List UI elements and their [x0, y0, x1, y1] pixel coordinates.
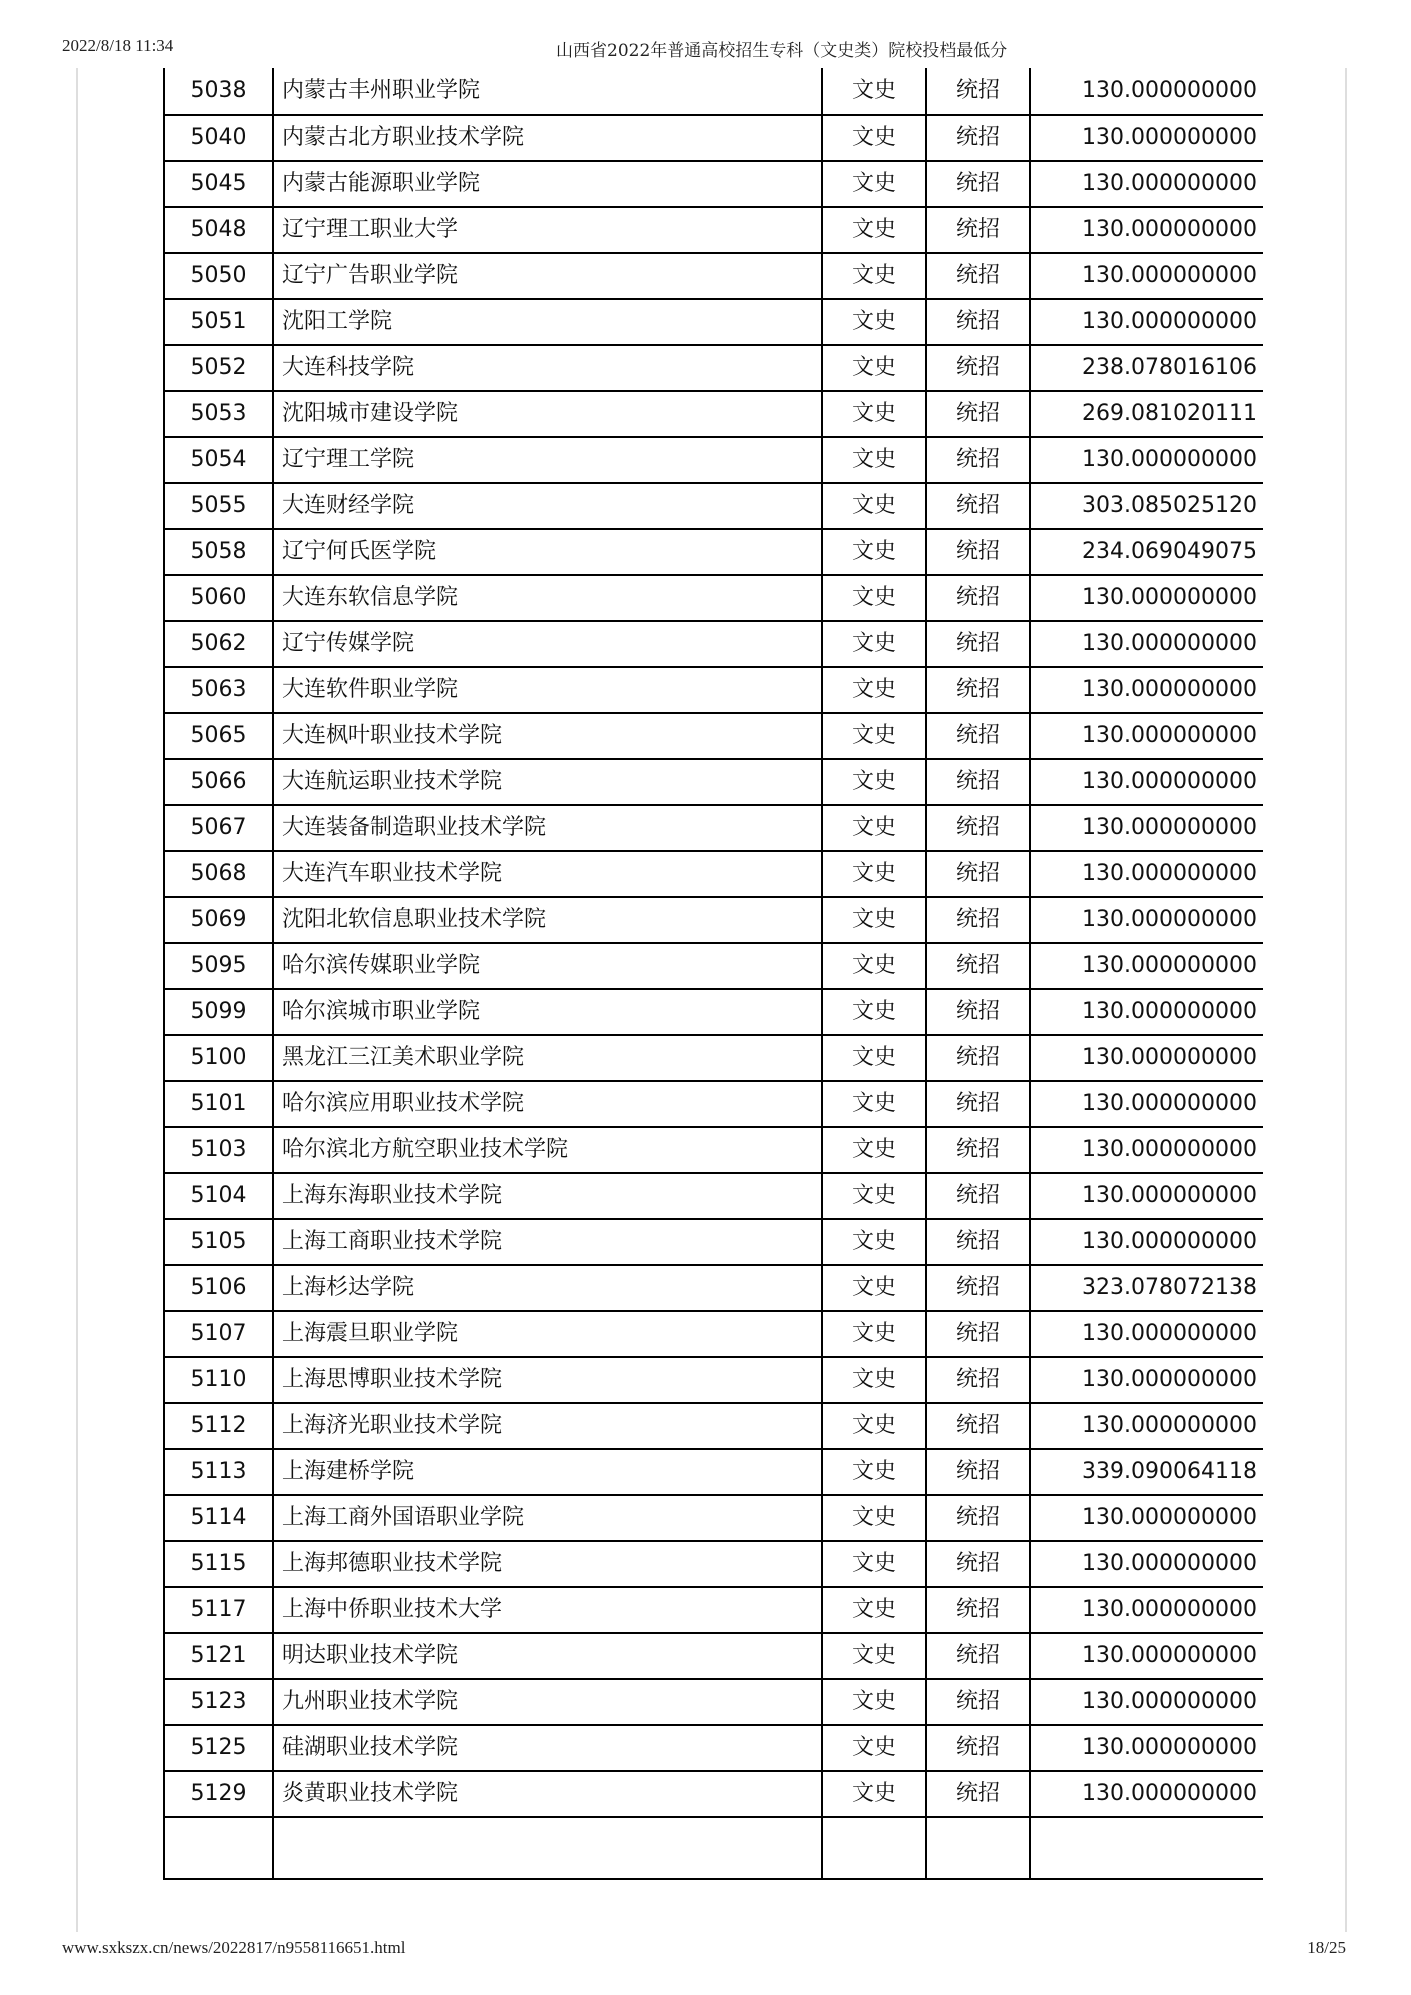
- cell-code: 5113: [164, 1449, 273, 1495]
- cell-code: 5066: [164, 759, 273, 805]
- scores-table-body: [164, 68, 1263, 1879]
- cell-subject: 文史: [822, 1127, 926, 1173]
- cell-min-score: 130.000000000: [1030, 1311, 1263, 1357]
- cell-min-score: 234.069049075: [1030, 529, 1263, 575]
- cell-school-name: 上海建桥学院: [273, 1449, 822, 1495]
- cell-subject: 文史: [822, 1173, 926, 1219]
- cell-min-score: 130.000000000: [1030, 805, 1263, 851]
- cell-min-score: 323.078072138: [1030, 1265, 1263, 1311]
- cell-school-name: 上海震旦职业学院: [273, 1311, 822, 1357]
- cell-school-name: 大连汽车职业技术学院: [273, 851, 822, 897]
- cell-code: 5068: [164, 851, 273, 897]
- cell-admission-type: 统招: [926, 1449, 1030, 1495]
- cell-code: 5048: [164, 207, 273, 253]
- cell-min-score: 130.000000000: [1030, 759, 1263, 805]
- cell-code: 5062: [164, 621, 273, 667]
- table-row: [164, 391, 1263, 437]
- cell-school-name: 上海济光职业技术学院: [273, 1403, 822, 1449]
- table-row: [164, 345, 1263, 391]
- cell-subject: 文史: [822, 1265, 926, 1311]
- cell-admission-type: 统招: [926, 621, 1030, 667]
- cell-subject: 文史: [822, 253, 926, 299]
- cell-code: 5055: [164, 483, 273, 529]
- cell-min-score: 130.000000000: [1030, 207, 1263, 253]
- cell-school-name: 上海工商外国语职业学院: [273, 1495, 822, 1541]
- cell-subject: 文史: [822, 345, 926, 391]
- table-row: [164, 483, 1263, 529]
- cell-school-name: 内蒙古能源职业学院: [273, 161, 822, 207]
- cell-min-score: 130.000000000: [1030, 1081, 1263, 1127]
- cell-school-name: 大连科技学院: [273, 345, 822, 391]
- cell-admission-type: 统招: [926, 1219, 1030, 1265]
- cell-admission-type: 统招: [926, 1357, 1030, 1403]
- cell-code: 5110: [164, 1357, 273, 1403]
- table-row: [164, 1311, 1263, 1357]
- cell-admission-type: 统招: [926, 1771, 1030, 1817]
- cell-subject: 文史: [822, 713, 926, 759]
- cell-admission-type: 统招: [926, 1633, 1030, 1679]
- cell-admission-type: 统招: [926, 483, 1030, 529]
- table-row: [164, 621, 1263, 667]
- cell-min-score: 130.000000000: [1030, 1357, 1263, 1403]
- table-row: [164, 1357, 1263, 1403]
- cell-school-name: 大连装备制造职业技术学院: [273, 805, 822, 851]
- cell-code-empty: [164, 1817, 273, 1879]
- table-row: [164, 207, 1263, 253]
- cell-admission-type: 统招: [926, 805, 1030, 851]
- cell-min-score: 130.000000000: [1030, 1035, 1263, 1081]
- cell-subject: 文史: [822, 575, 926, 621]
- cell-min-score: 130.000000000: [1030, 1633, 1263, 1679]
- cell-admission-type: 统招: [926, 68, 1030, 115]
- cell-school-name: 上海工商职业技术学院: [273, 1219, 822, 1265]
- cell-subject: 文史: [822, 1403, 926, 1449]
- cell-code: 5112: [164, 1403, 273, 1449]
- cell-school-name: 九州职业技术学院: [273, 1679, 822, 1725]
- cell-min-score: 130.000000000: [1030, 943, 1263, 989]
- cell-subject: 文史: [822, 529, 926, 575]
- cell-admission-type: 统招: [926, 161, 1030, 207]
- table-row: [164, 437, 1263, 483]
- cell-code: 5065: [164, 713, 273, 759]
- cell-school-name: 上海邦德职业技术学院: [273, 1541, 822, 1587]
- cell-subject: 文史: [822, 897, 926, 943]
- table-row: [164, 1219, 1263, 1265]
- cell-school-name: 黑龙江三江美术职业学院: [273, 1035, 822, 1081]
- cell-min-score: 130.000000000: [1030, 253, 1263, 299]
- cell-school-name: 上海思博职业技术学院: [273, 1357, 822, 1403]
- cell-admission-type: 统招: [926, 897, 1030, 943]
- cell-subject: 文史: [822, 1449, 926, 1495]
- table-row: [164, 1587, 1263, 1633]
- cell-admission-type: 统招: [926, 345, 1030, 391]
- cell-school-name: 上海中侨职业技术大学: [273, 1587, 822, 1633]
- cell-min-score: 130.000000000: [1030, 115, 1263, 161]
- cell-code: 5129: [164, 1771, 273, 1817]
- cell-subject: 文史: [822, 1081, 926, 1127]
- cell-school-name: 上海东海职业技术学院: [273, 1173, 822, 1219]
- cell-subject: 文史: [822, 621, 926, 667]
- cell-admission-type: 统招: [926, 1725, 1030, 1771]
- cell-code: 5104: [164, 1173, 273, 1219]
- cell-code: 5067: [164, 805, 273, 851]
- table-row: [164, 299, 1263, 345]
- cell-code: 5106: [164, 1265, 273, 1311]
- table-row-empty: [164, 1817, 1263, 1879]
- cell-subject: 文史: [822, 1541, 926, 1587]
- table-row: [164, 1679, 1263, 1725]
- cell-admission-type: 统招: [926, 667, 1030, 713]
- cell-min-score: 130.000000000: [1030, 1587, 1263, 1633]
- cell-subject: 文史: [822, 851, 926, 897]
- cell-subject: 文史: [822, 1679, 926, 1725]
- cell-school-name: 哈尔滨北方航空职业技术学院: [273, 1127, 822, 1173]
- cell-subject: 文史: [822, 68, 926, 115]
- cell-admission-type: 统招: [926, 299, 1030, 345]
- cell-admission-type: 统招: [926, 1035, 1030, 1081]
- cell-subject: 文史: [822, 1633, 926, 1679]
- cell-school-name-empty: [273, 1817, 822, 1879]
- cell-code: 5125: [164, 1725, 273, 1771]
- table-row: [164, 805, 1263, 851]
- cell-admission-type: 统招: [926, 713, 1030, 759]
- cell-subject: 文史: [822, 1311, 926, 1357]
- cell-code: 5117: [164, 1587, 273, 1633]
- cell-subject: 文史: [822, 299, 926, 345]
- table-row: [164, 1541, 1263, 1587]
- table-row: [164, 1403, 1263, 1449]
- cell-admission-type: 统招: [926, 1173, 1030, 1219]
- cell-admission-type: 统招: [926, 943, 1030, 989]
- print-header-datetime: 2022/8/18 11:34: [62, 36, 174, 55]
- scores-table: [163, 68, 1263, 1880]
- cell-subject: 文史: [822, 805, 926, 851]
- cell-subject: 文史: [822, 1771, 926, 1817]
- cell-min-score: 130.000000000: [1030, 1679, 1263, 1725]
- table-row: [164, 529, 1263, 575]
- table-row: [164, 1127, 1263, 1173]
- cell-subject: 文史: [822, 759, 926, 805]
- cell-code: 5060: [164, 575, 273, 621]
- cell-subject: 文史: [822, 1035, 926, 1081]
- table-row: [164, 897, 1263, 943]
- cell-code: 5103: [164, 1127, 273, 1173]
- cell-code: 5100: [164, 1035, 273, 1081]
- cell-school-name: 哈尔滨传媒职业学院: [273, 943, 822, 989]
- cell-min-score: 303.085025120: [1030, 483, 1263, 529]
- cell-admission-type-empty: [926, 1817, 1030, 1879]
- cell-school-name: 沈阳城市建设学院: [273, 391, 822, 437]
- cell-subject: 文史: [822, 943, 926, 989]
- cell-subject: 文史: [822, 667, 926, 713]
- cell-min-score: 130.000000000: [1030, 1771, 1263, 1817]
- table-row: [164, 943, 1263, 989]
- cell-min-score: 130.000000000: [1030, 897, 1263, 943]
- cell-min-score: 130.000000000: [1030, 1127, 1263, 1173]
- cell-admission-type: 统招: [926, 1265, 1030, 1311]
- table-row: [164, 1035, 1263, 1081]
- cell-min-score: 130.000000000: [1030, 713, 1263, 759]
- cell-min-score: 130.000000000: [1030, 575, 1263, 621]
- table-row: [164, 851, 1263, 897]
- cell-code: 5114: [164, 1495, 273, 1541]
- cell-admission-type: 统招: [926, 529, 1030, 575]
- cell-code: 5105: [164, 1219, 273, 1265]
- cell-min-score: 269.081020111: [1030, 391, 1263, 437]
- table-row: [164, 713, 1263, 759]
- cell-subject: 文史: [822, 115, 926, 161]
- table-row: [164, 1725, 1263, 1771]
- table-row: [164, 1173, 1263, 1219]
- cell-min-score: 130.000000000: [1030, 1495, 1263, 1541]
- table-row: [164, 667, 1263, 713]
- cell-min-score: 238.078016106: [1030, 345, 1263, 391]
- cell-code: 5038: [164, 68, 273, 115]
- cell-admission-type: 统招: [926, 1311, 1030, 1357]
- cell-admission-type: 统招: [926, 253, 1030, 299]
- cell-admission-type: 统招: [926, 759, 1030, 805]
- table-row: [164, 1265, 1263, 1311]
- cell-admission-type: 统招: [926, 391, 1030, 437]
- cell-admission-type: 统招: [926, 1587, 1030, 1633]
- cell-min-score: 130.000000000: [1030, 161, 1263, 207]
- cell-school-name: 明达职业技术学院: [273, 1633, 822, 1679]
- page-frame-right-edge: [1345, 68, 1347, 1932]
- cell-school-name: 沈阳工学院: [273, 299, 822, 345]
- table-row: [164, 1495, 1263, 1541]
- cell-subject: 文史: [822, 207, 926, 253]
- cell-subject: 文史: [822, 391, 926, 437]
- cell-code: 5050: [164, 253, 273, 299]
- cell-school-name: 内蒙古北方职业技术学院: [273, 115, 822, 161]
- cell-school-name: 辽宁传媒学院: [273, 621, 822, 667]
- table-row: [164, 115, 1263, 161]
- cell-subject: 文史: [822, 989, 926, 1035]
- cell-school-name: 辽宁何氏医学院: [273, 529, 822, 575]
- cell-min-score: 130.000000000: [1030, 621, 1263, 667]
- table-row: [164, 759, 1263, 805]
- cell-school-name: 大连财经学院: [273, 483, 822, 529]
- cell-min-score: 130.000000000: [1030, 1725, 1263, 1771]
- cell-min-score: 130.000000000: [1030, 1541, 1263, 1587]
- cell-code: 5095: [164, 943, 273, 989]
- cell-admission-type: 统招: [926, 437, 1030, 483]
- cell-subject: 文史: [822, 161, 926, 207]
- cell-school-name: 大连东软信息学院: [273, 575, 822, 621]
- scores-table-container: [163, 68, 1263, 1932]
- page-frame-left-edge: [76, 68, 78, 1932]
- cell-school-name: 沈阳北软信息职业技术学院: [273, 897, 822, 943]
- cell-code: 5051: [164, 299, 273, 345]
- cell-admission-type: 统招: [926, 115, 1030, 161]
- cell-school-name: 哈尔滨应用职业技术学院: [273, 1081, 822, 1127]
- cell-code: 5058: [164, 529, 273, 575]
- cell-subject: 文史: [822, 437, 926, 483]
- cell-school-name: 炎黄职业技术学院: [273, 1771, 822, 1817]
- cell-min-score: 130.000000000: [1030, 1403, 1263, 1449]
- cell-admission-type: 统招: [926, 575, 1030, 621]
- cell-admission-type: 统招: [926, 1495, 1030, 1541]
- cell-code: 5069: [164, 897, 273, 943]
- cell-subject-empty: [822, 1817, 926, 1879]
- cell-min-score-empty: [1030, 1817, 1263, 1879]
- cell-code: 5045: [164, 161, 273, 207]
- cell-admission-type: 统招: [926, 1081, 1030, 1127]
- cell-school-name: 硅湖职业技术学院: [273, 1725, 822, 1771]
- table-row: [164, 1081, 1263, 1127]
- table-row: [164, 575, 1263, 621]
- cell-admission-type: 统招: [926, 989, 1030, 1035]
- cell-min-score: 130.000000000: [1030, 437, 1263, 483]
- cell-code: 5099: [164, 989, 273, 1035]
- cell-school-name: 大连软件职业学院: [273, 667, 822, 713]
- cell-subject: 文史: [822, 1587, 926, 1633]
- cell-code: 5121: [164, 1633, 273, 1679]
- cell-code: 5107: [164, 1311, 273, 1357]
- cell-min-score: 130.000000000: [1030, 851, 1263, 897]
- cell-admission-type: 统招: [926, 207, 1030, 253]
- cell-code: 5115: [164, 1541, 273, 1587]
- cell-subject: 文史: [822, 1495, 926, 1541]
- cell-code: 5101: [164, 1081, 273, 1127]
- table-row: [164, 1771, 1263, 1817]
- cell-subject: 文史: [822, 1725, 926, 1771]
- cell-school-name: 辽宁理工职业大学: [273, 207, 822, 253]
- cell-school-name: 上海杉达学院: [273, 1265, 822, 1311]
- cell-code: 5063: [164, 667, 273, 713]
- cell-min-score: 130.000000000: [1030, 989, 1263, 1035]
- cell-code: 5053: [164, 391, 273, 437]
- cell-min-score: 130.000000000: [1030, 68, 1263, 115]
- cell-min-score: 130.000000000: [1030, 299, 1263, 345]
- cell-admission-type: 统招: [926, 1679, 1030, 1725]
- cell-school-name: 大连枫叶职业技术学院: [273, 713, 822, 759]
- cell-school-name: 大连航运职业技术学院: [273, 759, 822, 805]
- cell-code: 5052: [164, 345, 273, 391]
- cell-code: 5054: [164, 437, 273, 483]
- cell-code: 5123: [164, 1679, 273, 1725]
- cell-min-score: 130.000000000: [1030, 1173, 1263, 1219]
- cell-admission-type: 统招: [926, 1403, 1030, 1449]
- cell-min-score: 130.000000000: [1030, 1219, 1263, 1265]
- table-row: [164, 1633, 1263, 1679]
- table-row: [164, 1449, 1263, 1495]
- cell-subject: 文史: [822, 1357, 926, 1403]
- table-row: [164, 253, 1263, 299]
- cell-school-name: 辽宁理工学院: [273, 437, 822, 483]
- cell-admission-type: 统招: [926, 1127, 1030, 1173]
- cell-min-score: 339.090064118: [1030, 1449, 1263, 1495]
- cell-code: 5040: [164, 115, 273, 161]
- print-footer-url: www.sxkszx.cn/news/2022817/n9558116651.html: [62, 1938, 406, 1957]
- table-row: [164, 68, 1263, 115]
- table-row: [164, 161, 1263, 207]
- table-row: [164, 989, 1263, 1035]
- page-title: 山西省2022年普通高校招生专科（文史类）院校投档最低分: [556, 41, 1008, 61]
- cell-subject: 文史: [822, 1219, 926, 1265]
- print-footer-page-number: 18/25: [1307, 1938, 1346, 1957]
- cell-school-name: 辽宁广告职业学院: [273, 253, 822, 299]
- cell-school-name: 哈尔滨城市职业学院: [273, 989, 822, 1035]
- cell-min-score: 130.000000000: [1030, 667, 1263, 713]
- cell-admission-type: 统招: [926, 1541, 1030, 1587]
- cell-admission-type: 统招: [926, 851, 1030, 897]
- cell-school-name: 内蒙古丰州职业学院: [273, 68, 822, 115]
- cell-subject: 文史: [822, 483, 926, 529]
